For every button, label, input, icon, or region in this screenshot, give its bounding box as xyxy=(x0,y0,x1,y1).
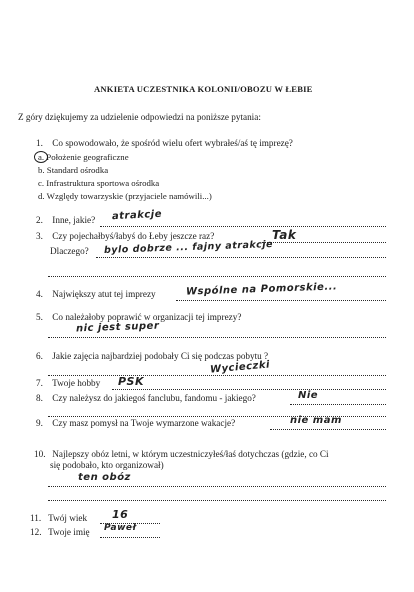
form-title: ANKIETA UCZESTNIKA KOLONII/OBOZU W ŁEBIE xyxy=(94,84,313,94)
q2-answer[interactable]: atrakcje xyxy=(111,208,163,223)
question-text: Jakie zajęcia najbardziej podobały Ci się podczas pobytu ? xyxy=(52,351,269,361)
question-number: 10. xyxy=(34,449,46,459)
question-number: 9. xyxy=(36,418,43,428)
question-text: Czy należysz do jakiegoś fanclubu, fandomu - jakiego? xyxy=(52,393,256,403)
answer-line xyxy=(100,226,386,227)
q9-answer[interactable]: nie mam xyxy=(290,415,342,426)
q8-answer[interactable]: Nie xyxy=(298,390,319,401)
q1-option-c[interactable]: c. Infrastruktura sportowa ośrodka xyxy=(38,178,160,188)
question-number: 1. xyxy=(36,138,43,148)
answer-line xyxy=(48,375,386,376)
question-number: 2. xyxy=(36,215,43,225)
q3-why-label: Dlaczego? xyxy=(50,246,89,256)
form-intro: Z góry dziękujemy za udzielenie odpowiedzi na poniższe pytania: xyxy=(18,112,261,122)
answer-line xyxy=(48,337,386,338)
answer-line xyxy=(48,486,386,487)
question-9 xyxy=(36,418,235,428)
question-number: 7. xyxy=(36,378,43,388)
q1-option-d[interactable]: d. Względy towarzyskie (przyjaciele namówili...) xyxy=(38,191,212,201)
q12-answer[interactable]: Paweł xyxy=(104,523,137,533)
question-text: Największy atut tej imprezy xyxy=(52,289,156,299)
question-number: 11. xyxy=(30,513,42,523)
question-number: 8. xyxy=(36,393,43,403)
question-text: Najlepszy obóz letni, w którym uczestniczyłeś/łaś dotychczas (gdzie, co Ci xyxy=(52,449,329,459)
question-text: Inne, jakie? xyxy=(52,215,96,225)
question-text: Czy masz pomysł na Twoje wymarzone wakacje? xyxy=(52,418,236,428)
question-8 xyxy=(36,393,256,403)
question-12 xyxy=(30,527,90,537)
question-text: Co należałoby poprawić w organizacji tej imprezy? xyxy=(52,312,242,322)
q3-why-answer[interactable]: bylo dobrze ... fajny atrakcje xyxy=(103,239,274,256)
question-11 xyxy=(30,513,87,523)
question-10 xyxy=(34,449,329,459)
answer-line xyxy=(96,257,386,258)
answer-line xyxy=(262,242,386,243)
question-3 xyxy=(36,231,214,241)
question-6 xyxy=(36,351,268,361)
question-text: Czy pojechałbyś/łabyś do Łeby jeszcze raz? xyxy=(52,231,215,241)
answer-line xyxy=(176,300,386,301)
q3-answer[interactable]: Tak xyxy=(272,228,297,242)
question-text: Twoje imię xyxy=(48,527,90,537)
q6-answer[interactable]: Wycieczki xyxy=(209,359,271,376)
answer-line xyxy=(48,276,386,277)
question-number: 12. xyxy=(30,527,42,537)
answer-line xyxy=(112,389,386,390)
question-4 xyxy=(36,289,156,299)
question-text: Twoje hobby xyxy=(52,378,101,388)
question-7 xyxy=(36,378,100,388)
question-2 xyxy=(36,215,95,225)
q10-answer[interactable]: ten obóz xyxy=(78,472,131,483)
q7-answer[interactable]: PSK xyxy=(118,375,145,388)
answer-line xyxy=(48,500,386,501)
answer-line xyxy=(270,429,386,430)
q4-answer[interactable]: Wspólne na Pomorskie... xyxy=(185,281,338,298)
question-number: 4. xyxy=(36,289,43,299)
question-text: Co spowodowało, że spośród wielu ofert wybrałeś/aś tę imprezę? xyxy=(52,138,293,148)
question-number: 5. xyxy=(36,312,43,322)
q1-option-a[interactable]: a. Położenie geograficzne xyxy=(38,152,129,162)
q5-answer[interactable]: nic jest super xyxy=(75,320,160,335)
q11-answer[interactable]: 16 xyxy=(112,508,129,521)
question-number: 6. xyxy=(36,351,43,361)
q1-option-b[interactable]: b. Standard ośrodka xyxy=(38,165,109,175)
question-number: 3. xyxy=(36,231,43,241)
question-text: Twój wiek xyxy=(48,513,88,523)
answer-line xyxy=(290,404,386,405)
answer-line xyxy=(100,537,160,538)
question-1 xyxy=(36,138,293,148)
question-10-cont: się podobało, kto organizował) xyxy=(50,460,164,470)
